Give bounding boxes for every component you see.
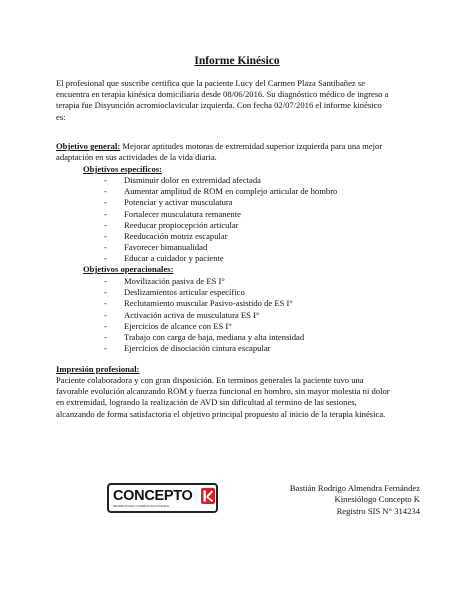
list-item: - Movilización pasiva de ES I° [104,276,225,286]
intro-line: es: [56,111,66,122]
intro-line: terapia fue Disyunción acromioclavicular izquierda. Con fecha 02/07/2016 el informe kinésico [56,100,382,111]
list-item-text: Ejercicios de disociación cintura escapular [124,343,271,354]
list-item: - Activación activa de musculatura ES I° [104,309,260,320]
document-title: Informe Kinésico [194,55,280,67]
list-item: - Ejercicios de disociación cintura escapular [104,343,271,354]
intro-line: encuentra en terapia kinésica domiciliaria desde 08/06/2016. Su diagnóstico médico de ingreso a [56,89,389,100]
objetivos-especificos-heading: Objetivos específicos: [83,164,162,174]
k-brand-icon [201,488,215,504]
objetivos-operacionales-heading: Objetivos operacionales: [83,264,174,274]
list-item: - Reeducación motriz escapular [104,231,228,242]
signature-role: Kinesiólogo Concepto K [334,494,420,505]
list-item: - Disminuir dolor en extremidad afectada [104,175,261,185]
list-item-text: Educar a cuidador y paciente [124,253,224,264]
impresion-line: Paciente colaboradora y con gran disposición. En terminos generales la paciente tuvo una [56,375,364,385]
objetivo-general-line: adaptación en sus actividades de la vida diaria. [56,152,217,163]
list-item: - Potenciar y activar musculatura [104,197,233,208]
list-item-text: Aumentar amplitud de ROM en complejo articular de hombro [124,186,338,197]
list-item-text: Fortalecer musculatura remanente [124,208,241,219]
list-item: - Trabajo con carga de baja, mediana y alta intensidad [104,332,305,343]
list-item-text: Trabajo con carga de baja, mediana y alta intensidad [124,332,305,343]
logo-tagline: REHABILITACIÓN Y KINESIOLOGÍA INTEGRAL [113,505,170,508]
intro-paragraph [56,78,421,123]
list-item-text: Ejercicios de alcance con ES I° [124,320,232,331]
list-item-text: Activación activa de musculatura ES I° [124,309,260,320]
list-item-text: Favorecer bimanualidad [124,242,208,253]
list-item: - Ejercicios de alcance con ES I° [104,320,232,331]
impresion-line: alcanzando de forma satisfactoria el objetivo principal propuesto al inicio de la terapia kinésica. [56,408,386,419]
list-item: - Reeducar propiocepción articular [104,219,239,230]
list-item-text: Deslizamientos articular específico [124,287,245,298]
signature-name: Bastián Rodrigo Almendra Fernández [289,483,420,493]
impresion-paragraph [56,375,421,420]
list-item: - Deslizamientos articular específico [104,287,245,298]
objetivos-especificos-list [104,175,424,265]
list-item: - Fortalecer musculatura remanente [104,208,241,219]
list-item: - Aumentar amplitud de ROM en complejo articular de hombro [104,186,338,197]
list-item-text: Reeducar propiocepción articular [124,219,239,230]
list-item-text: Reclutamiento muscular Pasivo-asistido de ES I° [124,298,293,309]
impresion-heading: Impresión profesional: [56,364,140,374]
list-item: - Favorecer bimanualidad [104,242,208,253]
objetivo-general-paragraph [56,141,421,163]
objetivo-general-label: Objetivo general: [56,141,121,151]
intro-line: El profesional que suscribe certifica que la paciente Lucy del Carmen Plaza Santibañez se [56,78,366,88]
signature-registry: Registro SIS N° 314234 [336,505,420,516]
concepto-logo [107,483,218,513]
objetivos-operacionales-list [104,276,424,354]
signature-block [290,483,420,517]
objetivo-general-text: Mejorar aptitudes motoras de extremidad superior izquierda para una mejor [120,141,383,151]
impresion-line: en extremidad, logrando la realización de AVD sin dificultad al termino de las sesiones, [56,397,357,408]
list-item: - Educar a cuidador y paciente [104,253,224,264]
objetivo-general-line [56,141,421,152]
logo-wordmark: CONCEPTO [113,488,193,504]
list-item-text: Disminuir dolor en extremidad afectada [124,175,261,185]
list-item-text: Potenciar y activar musculatura [124,197,233,208]
impresion-line: favorable evolución alcanzando ROM y fuerza funcional en hombro, sin mayor molestia ni dolor [56,386,390,397]
list-item-text: Reeducación motriz escapular [124,231,228,242]
list-item-text: Movilización pasiva de ES I° [124,276,225,286]
list-item: - Reclutamiento muscular Pasivo-asistido de ES I° [104,298,293,309]
